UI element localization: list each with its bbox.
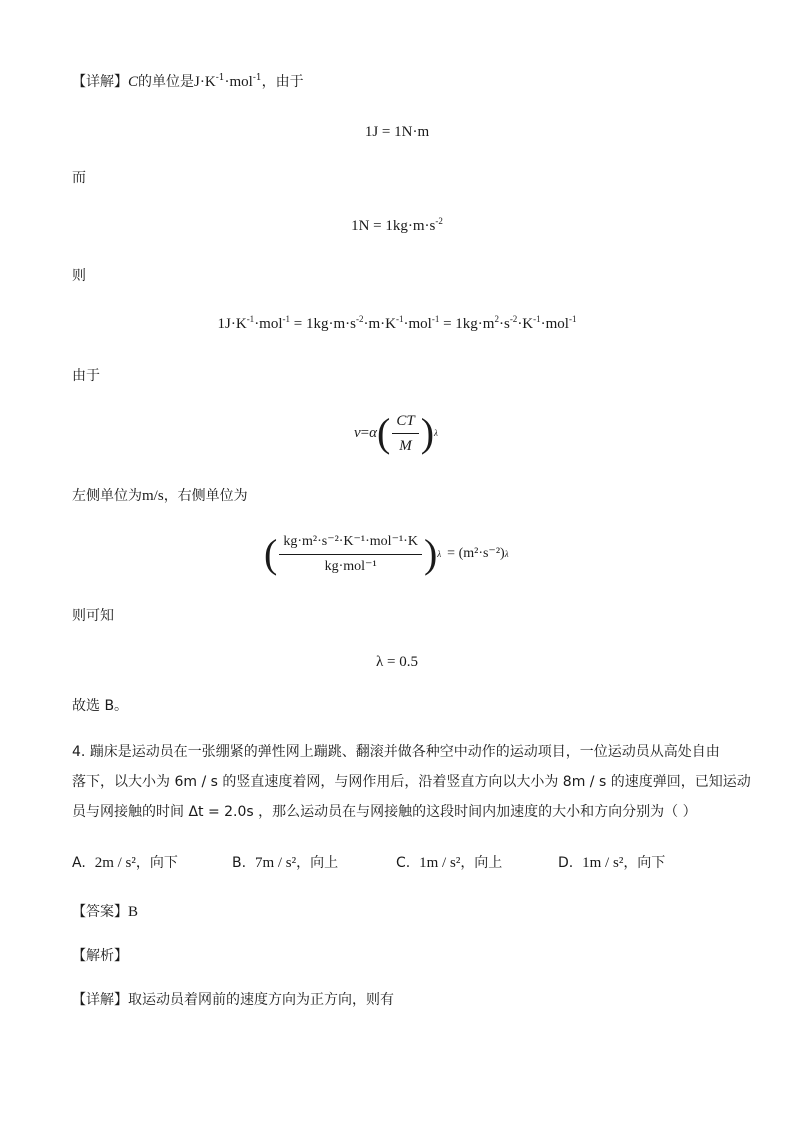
text: 左侧单位为 <box>72 488 142 504</box>
choice-value: 1m / s² <box>419 855 461 871</box>
word-kezhi: 则可知 <box>72 608 114 624</box>
numerator: CT <box>392 411 418 434</box>
equation-newton: $1N = 1kg\cdot m\cdot s^{-2}$ <box>351 216 443 234</box>
equation-speed-formula: v = α ( $\frac{CT}{M}$ ) λ <box>354 410 438 455</box>
eq3-a: 1J·K <box>217 316 247 332</box>
paren-left: ( <box>377 410 391 455</box>
eq3-g: ·s <box>498 316 510 332</box>
eq2-text: 1N = 1kg·m·s <box>351 218 436 234</box>
eq3-d: ·m·K <box>363 316 396 332</box>
c-symbol: C <box>128 74 139 90</box>
choice-direction: ，向上 <box>296 855 339 871</box>
eq3-h: ·K <box>517 316 534 332</box>
choice-value: 2m / s² <box>94 855 136 871</box>
detail-tag: 【详解】 <box>72 74 128 90</box>
choice-value: 7m / s² <box>254 855 297 871</box>
choice-label: D. <box>558 855 574 871</box>
text: ，由于 <box>261 74 304 90</box>
choice-label: C. <box>396 855 411 871</box>
choice-b[interactable] <box>232 852 338 872</box>
v-symbol: v <box>354 425 361 441</box>
answer-value: B <box>128 904 139 920</box>
denominator: M <box>399 437 412 454</box>
answer-tag: 【答案】 <box>72 904 128 920</box>
unit-text: J·K <box>194 74 216 90</box>
equation-unit-expansion: $1J\cdot K^{-1}\cdot mol^{-1} = 1kg\cdot m\cdot s^{-2}\cdot m\cdot K^{-1}\cdot mol^{-1} = 1kg\cdot m^2\cdot s^{-2}\cdot K^{-1}\cdot mol^{-1}$ <box>217 314 577 332</box>
text: 的单位是 <box>138 74 195 90</box>
unit-ms: m/s <box>142 488 164 504</box>
numerator: kg·m²·s⁻²·K⁻¹·mol⁻¹·K <box>279 532 422 555</box>
fraction <box>392 411 418 456</box>
choice-d[interactable] <box>558 852 665 872</box>
units-line <box>72 486 248 506</box>
eq3-i: ·mol <box>540 316 569 332</box>
choice-direction: ，向下 <box>135 855 178 871</box>
conclusion-line: 故选 B。 <box>72 698 129 714</box>
detail-intro-line: 【详解】C的单位是$J\cdot K^{-1}\cdot mol^{-1}$，由于 <box>72 73 304 90</box>
choice-direction: ，向下 <box>623 855 666 871</box>
word-youyu: 由于 <box>72 368 100 384</box>
equation-lambda: λ = 0.5 <box>376 654 418 670</box>
equals: = <box>360 425 370 441</box>
detail-text: 取运动员着网前的速度方向为正方向，则有 <box>128 992 394 1008</box>
alpha-symbol: α <box>369 425 378 441</box>
choice-a[interactable] <box>72 852 178 872</box>
paren-right: ) <box>420 410 435 455</box>
choice-label: A. <box>72 855 86 871</box>
fraction <box>279 532 422 577</box>
choice-label: B. <box>232 855 247 871</box>
eq3-e: ·mol <box>403 316 432 332</box>
eq3-f: = 1kg·m <box>439 316 495 332</box>
detail-tag: 【详解】 <box>72 992 128 1008</box>
question-4-line-3: 员与网接触的时间 Δt = 2.0s ，那么运动员在与网接触的这段时间内加速度的大小和方向分别为（ ） <box>72 804 697 820</box>
eq3-c: = 1kg·m·s <box>290 316 356 332</box>
question-4-line-1: 4. 蹦床是运动员在一张绷紧的弹性网上蹦跳、翻滚并做各种空中动作的运动项目，一位运动员从高处自由 <box>72 744 720 760</box>
choice-direction: ，向上 <box>460 855 503 871</box>
choice-c[interactable] <box>396 852 502 872</box>
eq3-b: ·mol <box>254 316 283 332</box>
detail-line <box>72 990 394 1010</box>
paren-right: ) <box>423 531 438 576</box>
answer-line <box>72 902 138 922</box>
unit-tail: ·mol <box>224 74 253 90</box>
word-ze: 则 <box>72 268 86 284</box>
equation-unit-balance: ( $\frac{\text{kg·m²·s⁻²·K⁻¹·mol⁻¹·K}}{\text{kg·mol⁻¹}}$ ) λ = (m²·s⁻²) λ <box>264 531 509 576</box>
question-4-line-2: 落下，以大小为 6m / s 的竖直速度着网，与网作用后，沿着竖直方向以大小为 8m / s 的速度弹回，已知运动 <box>72 774 751 790</box>
text: ，右侧单位为 <box>163 488 248 504</box>
paren-left: ( <box>264 531 278 576</box>
equation-joule: 1J = 1N·m <box>364 124 430 140</box>
denominator: kg·mol⁻¹ <box>324 558 377 574</box>
analysis-tag: 【解析】 <box>72 948 128 964</box>
rhs: = (m²·s⁻²) <box>447 546 505 561</box>
word-er: 而 <box>72 170 86 186</box>
choice-value: 1m / s² <box>582 855 624 871</box>
